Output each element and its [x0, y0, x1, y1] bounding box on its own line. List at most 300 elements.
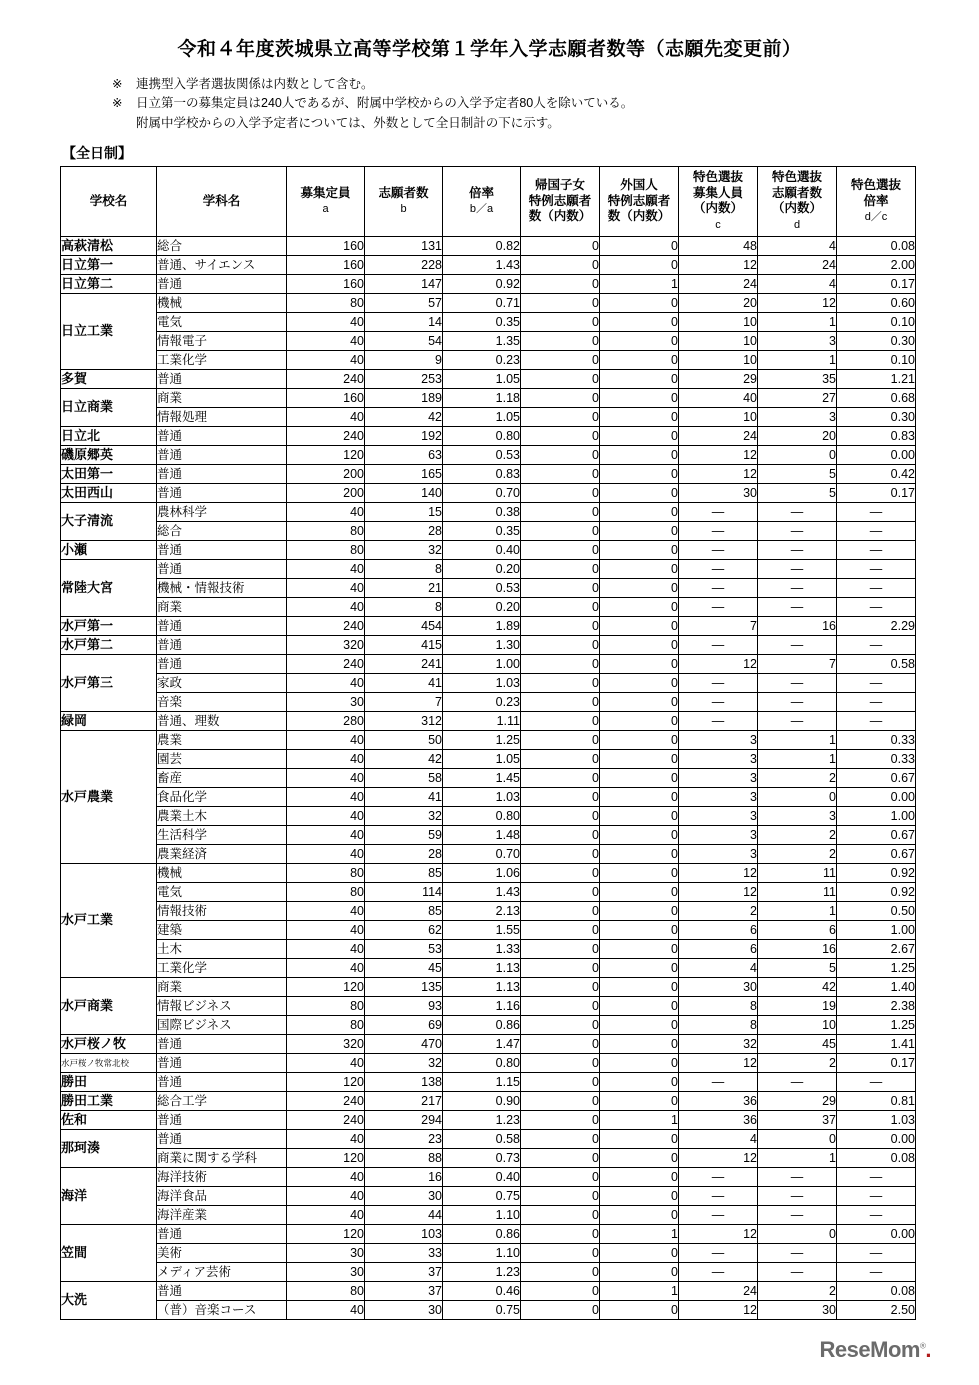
special-quota-cell: 30 — [679, 483, 758, 502]
column-header-6: 外国人 特例志願者 数（内数） — [600, 167, 679, 237]
foreign-cell: 0 — [600, 483, 679, 502]
special-quota-cell: 3 — [679, 749, 758, 768]
special-quota-cell: — — [679, 1186, 758, 1205]
quota-cell: 40 — [287, 597, 365, 616]
applicants-cell: 30 — [365, 1186, 443, 1205]
course-name-cell: 普通 — [157, 540, 287, 559]
returnee-cell: 0 — [521, 825, 600, 844]
table-row — [61, 844, 916, 863]
quota-cell: 40 — [287, 407, 365, 426]
ratio-cell: 0.38 — [443, 502, 521, 521]
quota-cell: 30 — [287, 1243, 365, 1262]
applicants-cell: 192 — [365, 426, 443, 445]
special-quota-cell: 32 — [679, 1034, 758, 1053]
special-applicants-cell: 2 — [758, 1053, 837, 1072]
applicants-cell: 93 — [365, 996, 443, 1015]
special-applicants-cell: 27 — [758, 388, 837, 407]
special-ratio-cell: 0.30 — [837, 331, 916, 350]
returnee-cell: 0 — [521, 1053, 600, 1072]
special-applicants-cell: 4 — [758, 274, 837, 293]
special-quota-cell: 6 — [679, 920, 758, 939]
foreign-cell: 0 — [600, 844, 679, 863]
quota-cell: 40 — [287, 350, 365, 369]
table-row — [61, 1300, 916, 1319]
course-name-cell: 普通 — [157, 1034, 287, 1053]
ratio-cell: 1.03 — [443, 673, 521, 692]
returnee-cell: 0 — [521, 844, 600, 863]
special-quota-cell: 20 — [679, 293, 758, 312]
special-ratio-cell: — — [837, 711, 916, 730]
foreign-cell: 1 — [600, 274, 679, 293]
course-name-cell: 普通、サイエンス — [157, 255, 287, 274]
ratio-cell: 1.06 — [443, 863, 521, 882]
applicants-cell: 62 — [365, 920, 443, 939]
applicants-cell: 41 — [365, 787, 443, 806]
quota-cell: 40 — [287, 787, 365, 806]
ratio-cell: 1.30 — [443, 635, 521, 654]
foreign-cell: 0 — [600, 388, 679, 407]
applicants-cell: 9 — [365, 350, 443, 369]
special-ratio-cell: 1.40 — [837, 977, 916, 996]
ratio-cell: 0.35 — [443, 312, 521, 331]
returnee-cell: 0 — [521, 464, 600, 483]
applicants-cell: 23 — [365, 1129, 443, 1148]
table-row — [61, 1034, 916, 1053]
quota-cell: 240 — [287, 616, 365, 635]
special-applicants-cell: 1 — [758, 1148, 837, 1167]
table-row — [61, 654, 916, 673]
special-quota-cell: — — [679, 502, 758, 521]
applicants-cell: 42 — [365, 407, 443, 426]
school-name-cell: 多賀 — [61, 369, 157, 388]
returnee-cell: 0 — [521, 1129, 600, 1148]
returnee-cell: 0 — [521, 1300, 600, 1319]
special-quota-cell: 2 — [679, 901, 758, 920]
quota-cell: 40 — [287, 673, 365, 692]
foreign-cell: 0 — [600, 1034, 679, 1053]
applicants-cell: 85 — [365, 863, 443, 882]
special-ratio-cell: 0.83 — [837, 426, 916, 445]
foreign-cell: 0 — [600, 369, 679, 388]
table-row — [61, 1015, 916, 1034]
note-item — [112, 75, 919, 94]
special-quota-cell: 29 — [679, 369, 758, 388]
ratio-cell: 0.75 — [443, 1186, 521, 1205]
special-ratio-cell: 0.17 — [837, 1053, 916, 1072]
special-ratio-cell: 0.00 — [837, 1224, 916, 1243]
special-ratio-cell: 1.03 — [837, 1110, 916, 1129]
course-name-cell: 情報電子 — [157, 331, 287, 350]
course-name-cell: 農業土木 — [157, 806, 287, 825]
ratio-cell: 1.45 — [443, 768, 521, 787]
foreign-cell: 0 — [600, 920, 679, 939]
school-name-cell: 太田西山 — [61, 483, 157, 502]
special-quota-cell: 7 — [679, 616, 758, 635]
foreign-cell: 0 — [600, 1015, 679, 1034]
special-quota-cell: 10 — [679, 350, 758, 369]
special-quota-cell: 3 — [679, 787, 758, 806]
special-ratio-cell: — — [837, 521, 916, 540]
returnee-cell: 0 — [521, 711, 600, 730]
foreign-cell: 0 — [600, 806, 679, 825]
special-applicants-cell: 12 — [758, 293, 837, 312]
foreign-cell: 0 — [600, 407, 679, 426]
returnee-cell: 0 — [521, 730, 600, 749]
foreign-cell: 0 — [600, 236, 679, 255]
ratio-cell: 1.11 — [443, 711, 521, 730]
ratio-cell: 0.23 — [443, 350, 521, 369]
applicants-cell: 253 — [365, 369, 443, 388]
special-quota-cell: 12 — [679, 882, 758, 901]
special-ratio-cell: 2.67 — [837, 939, 916, 958]
applicants-cell: 165 — [365, 464, 443, 483]
table-row — [61, 920, 916, 939]
foreign-cell: 0 — [600, 464, 679, 483]
course-name-cell: 普通 — [157, 1281, 287, 1300]
table-row — [61, 1186, 916, 1205]
special-quota-cell: 48 — [679, 236, 758, 255]
special-ratio-cell: 0.08 — [837, 1148, 916, 1167]
quota-cell: 120 — [287, 1072, 365, 1091]
special-quota-cell: 3 — [679, 844, 758, 863]
special-ratio-cell: 0.92 — [837, 863, 916, 882]
foreign-cell: 0 — [600, 502, 679, 521]
applicants-cell: 138 — [365, 1072, 443, 1091]
foreign-cell: 0 — [600, 597, 679, 616]
special-quota-cell: 12 — [679, 445, 758, 464]
special-ratio-cell: — — [837, 1262, 916, 1281]
foreign-cell: 0 — [600, 1300, 679, 1319]
table-row — [61, 559, 916, 578]
school-name-cell: 水戸第三 — [61, 654, 157, 711]
special-quota-cell: 12 — [679, 1148, 758, 1167]
returnee-cell: 0 — [521, 654, 600, 673]
applicants-cell: 53 — [365, 939, 443, 958]
special-applicants-cell: 42 — [758, 977, 837, 996]
note-text: 附属中学校からの入学予定者については、外数として全日制計の下に示す。 — [136, 115, 560, 130]
applicants-cell: 147 — [365, 274, 443, 293]
special-quota-cell: — — [679, 559, 758, 578]
special-ratio-cell: 0.68 — [837, 388, 916, 407]
note-text: 連携型入学者選抜関係は内数として含む。 — [136, 77, 374, 91]
special-quota-cell: 36 — [679, 1110, 758, 1129]
table-row — [61, 1243, 916, 1262]
table-row — [61, 977, 916, 996]
school-name-cell: 水戸第二 — [61, 635, 157, 654]
school-name-cell: 海洋 — [61, 1167, 157, 1224]
column-header-8: 特色選抜 志願者数 （内数） d — [758, 167, 837, 237]
special-applicants-cell: 1 — [758, 749, 837, 768]
table-row — [61, 1262, 916, 1281]
foreign-cell: 0 — [600, 1243, 679, 1262]
foreign-cell: 0 — [600, 1053, 679, 1072]
course-name-cell: 商業 — [157, 977, 287, 996]
course-name-cell: メディア芸術 — [157, 1262, 287, 1281]
ratio-cell: 1.55 — [443, 920, 521, 939]
course-name-cell: 農業 — [157, 730, 287, 749]
course-name-cell: 土木 — [157, 939, 287, 958]
table-row — [61, 1167, 916, 1186]
ratio-cell: 0.75 — [443, 1300, 521, 1319]
special-applicants-cell: 0 — [758, 1129, 837, 1148]
table-row — [61, 692, 916, 711]
school-name-cell: 太田第一 — [61, 464, 157, 483]
ratio-cell: 0.83 — [443, 464, 521, 483]
returnee-cell: 0 — [521, 293, 600, 312]
course-name-cell: 普通 — [157, 369, 287, 388]
foreign-cell: 0 — [600, 331, 679, 350]
returnee-cell: 0 — [521, 255, 600, 274]
special-ratio-cell: — — [837, 578, 916, 597]
school-name-cell: 高萩清松 — [61, 236, 157, 255]
quota-cell: 80 — [287, 1281, 365, 1300]
table-row — [61, 1205, 916, 1224]
foreign-cell: 0 — [600, 996, 679, 1015]
special-applicants-cell: 2 — [758, 825, 837, 844]
special-applicants-cell: 16 — [758, 616, 837, 635]
course-name-cell: 商業に関する学科 — [157, 1148, 287, 1167]
ratio-cell: 1.47 — [443, 1034, 521, 1053]
applicants-cell: 7 — [365, 692, 443, 711]
special-applicants-cell: 1 — [758, 730, 837, 749]
special-applicants-cell: 5 — [758, 958, 837, 977]
table-row — [61, 1129, 916, 1148]
applicants-cell: 470 — [365, 1034, 443, 1053]
quota-cell: 120 — [287, 1148, 365, 1167]
table-row — [61, 540, 916, 559]
ratio-cell: 1.10 — [443, 1205, 521, 1224]
special-quota-cell: — — [679, 1243, 758, 1262]
applicants-cell: 32 — [365, 806, 443, 825]
resemom-logo — [820, 1337, 931, 1363]
special-applicants-cell: — — [758, 559, 837, 578]
special-ratio-cell: 1.00 — [837, 920, 916, 939]
returnee-cell: 0 — [521, 673, 600, 692]
table-row — [61, 597, 916, 616]
course-name-cell: 普通 — [157, 1129, 287, 1148]
special-quota-cell: 12 — [679, 255, 758, 274]
school-name-cell: 水戸桜ノ牧常北校 — [61, 1053, 157, 1072]
foreign-cell: 0 — [600, 673, 679, 692]
applicants-cell: 241 — [365, 654, 443, 673]
table-row — [61, 863, 916, 882]
ratio-cell: 0.53 — [443, 578, 521, 597]
ratio-cell: 0.40 — [443, 1167, 521, 1186]
course-name-cell: 農林科学 — [157, 502, 287, 521]
school-name-cell: 常陸大宮 — [61, 559, 157, 616]
table-row — [61, 578, 916, 597]
quota-cell: 80 — [287, 293, 365, 312]
ratio-cell: 1.13 — [443, 977, 521, 996]
special-applicants-cell: — — [758, 540, 837, 559]
returnee-cell: 0 — [521, 1167, 600, 1186]
table-header — [61, 167, 916, 237]
special-quota-cell: 12 — [679, 464, 758, 483]
special-applicants-cell: — — [758, 521, 837, 540]
applicants-cell: 33 — [365, 1243, 443, 1262]
foreign-cell: 0 — [600, 654, 679, 673]
foreign-cell: 0 — [600, 1091, 679, 1110]
special-ratio-cell: — — [837, 1205, 916, 1224]
ratio-cell: 0.40 — [443, 540, 521, 559]
special-quota-cell: 12 — [679, 1300, 758, 1319]
foreign-cell: 0 — [600, 1167, 679, 1186]
applicants-cell: 8 — [365, 597, 443, 616]
special-applicants-cell: — — [758, 711, 837, 730]
special-applicants-cell: 0 — [758, 1224, 837, 1243]
special-quota-cell: 6 — [679, 939, 758, 958]
special-quota-cell: — — [679, 1262, 758, 1281]
ratio-cell: 0.70 — [443, 844, 521, 863]
special-applicants-cell: 11 — [758, 863, 837, 882]
quota-cell: 40 — [287, 1129, 365, 1148]
foreign-cell: 0 — [600, 559, 679, 578]
quota-cell: 40 — [287, 1167, 365, 1186]
table-row — [61, 483, 916, 502]
special-quota-cell: 8 — [679, 996, 758, 1015]
foreign-cell: 0 — [600, 901, 679, 920]
course-name-cell: 普通 — [157, 559, 287, 578]
special-ratio-cell: 0.33 — [837, 749, 916, 768]
applicants-cell: 312 — [365, 711, 443, 730]
school-name-cell: 緑岡 — [61, 711, 157, 730]
special-applicants-cell: — — [758, 578, 837, 597]
special-applicants-cell: 2 — [758, 844, 837, 863]
course-name-cell: 普通 — [157, 1224, 287, 1243]
ratio-cell: 1.25 — [443, 730, 521, 749]
quota-cell: 80 — [287, 540, 365, 559]
table-row — [61, 407, 916, 426]
special-quota-cell: — — [679, 635, 758, 654]
applicants-cell: 28 — [365, 521, 443, 540]
returnee-cell: 0 — [521, 920, 600, 939]
special-applicants-cell: — — [758, 502, 837, 521]
table-row — [61, 939, 916, 958]
course-name-cell: 普通 — [157, 1072, 287, 1091]
foreign-cell: 0 — [600, 787, 679, 806]
foreign-cell: 0 — [600, 1072, 679, 1091]
special-quota-cell: 40 — [679, 388, 758, 407]
applicants-cell: 42 — [365, 749, 443, 768]
returnee-cell: 0 — [521, 502, 600, 521]
ratio-cell: 0.80 — [443, 426, 521, 445]
special-applicants-cell: — — [758, 635, 837, 654]
table-row — [61, 1091, 916, 1110]
school-name-cell: 水戸第一 — [61, 616, 157, 635]
ratio-cell: 0.58 — [443, 1129, 521, 1148]
foreign-cell: 0 — [600, 711, 679, 730]
table-row — [61, 293, 916, 312]
school-name-cell: 磯原郷英 — [61, 445, 157, 464]
special-quota-cell: — — [679, 673, 758, 692]
special-ratio-cell: — — [837, 597, 916, 616]
table-row — [61, 787, 916, 806]
applicants-cell: 30 — [365, 1300, 443, 1319]
special-applicants-cell: — — [758, 1167, 837, 1186]
table-row — [61, 749, 916, 768]
table-row — [61, 1053, 916, 1072]
page-title: 令和４年度茨城県立高等学校第１学年入学志願者数等（志願先変更前） — [177, 39, 802, 60]
ratio-cell: 1.15 — [443, 1072, 521, 1091]
special-quota-cell: 4 — [679, 958, 758, 977]
special-quota-cell: — — [679, 692, 758, 711]
ratio-cell: 1.23 — [443, 1262, 521, 1281]
quota-cell: 40 — [287, 768, 365, 787]
quota-cell: 240 — [287, 1110, 365, 1129]
quota-cell: 40 — [287, 825, 365, 844]
applicants-cell: 114 — [365, 882, 443, 901]
column-header-0: 学校名 — [61, 167, 157, 237]
applicants-cell: 228 — [365, 255, 443, 274]
foreign-cell: 0 — [600, 825, 679, 844]
returnee-cell: 0 — [521, 312, 600, 331]
special-quota-cell: — — [679, 578, 758, 597]
foreign-cell: 0 — [600, 768, 679, 787]
applicants-cell: 140 — [365, 483, 443, 502]
special-applicants-cell: 24 — [758, 255, 837, 274]
returnee-cell: 0 — [521, 1091, 600, 1110]
school-name-cell: 日立工業 — [61, 293, 157, 369]
quota-cell: 40 — [287, 749, 365, 768]
special-ratio-cell: 1.25 — [837, 958, 916, 977]
returnee-cell: 0 — [521, 863, 600, 882]
ratio-cell: 1.43 — [443, 255, 521, 274]
foreign-cell: 0 — [600, 255, 679, 274]
returnee-cell: 0 — [521, 1034, 600, 1053]
table-row — [61, 426, 916, 445]
course-name-cell: 海洋食品 — [157, 1186, 287, 1205]
ratio-cell: 0.80 — [443, 1053, 521, 1072]
course-name-cell: 普通 — [157, 1110, 287, 1129]
applicants-cell: 454 — [365, 616, 443, 635]
school-name-cell: 日立北 — [61, 426, 157, 445]
returnee-cell: 0 — [521, 749, 600, 768]
applicants-cell: 15 — [365, 502, 443, 521]
special-quota-cell: 3 — [679, 806, 758, 825]
special-quota-cell: 12 — [679, 1053, 758, 1072]
column-header-2: 募集定員 a — [287, 167, 365, 237]
table-row — [61, 635, 916, 654]
school-name-cell: 日立商業 — [61, 388, 157, 426]
special-applicants-cell: 3 — [758, 407, 837, 426]
quota-cell: 40 — [287, 730, 365, 749]
table-row — [61, 274, 916, 293]
applicants-cell: 50 — [365, 730, 443, 749]
ratio-cell: 0.90 — [443, 1091, 521, 1110]
table-row — [61, 806, 916, 825]
course-name-cell: 普通 — [157, 654, 287, 673]
applicants-cell: 63 — [365, 445, 443, 464]
quota-cell: 80 — [287, 863, 365, 882]
quota-cell: 160 — [287, 388, 365, 407]
special-ratio-cell: 0.81 — [837, 1091, 916, 1110]
school-name-cell: 大子清流 — [61, 502, 157, 540]
table-row — [61, 388, 916, 407]
table-row — [61, 502, 916, 521]
special-applicants-cell: — — [758, 1186, 837, 1205]
special-applicants-cell: 4 — [758, 236, 837, 255]
foreign-cell: 0 — [600, 521, 679, 540]
table-row — [61, 996, 916, 1015]
ratio-cell: 1.05 — [443, 407, 521, 426]
note-mark: ※ — [112, 77, 123, 91]
applicants-cell: 131 — [365, 236, 443, 255]
column-header-1: 学科名 — [157, 167, 287, 237]
quota-cell: 240 — [287, 426, 365, 445]
course-name-cell: 国際ビジネス — [157, 1015, 287, 1034]
returnee-cell: 0 — [521, 901, 600, 920]
quota-cell: 30 — [287, 1262, 365, 1281]
